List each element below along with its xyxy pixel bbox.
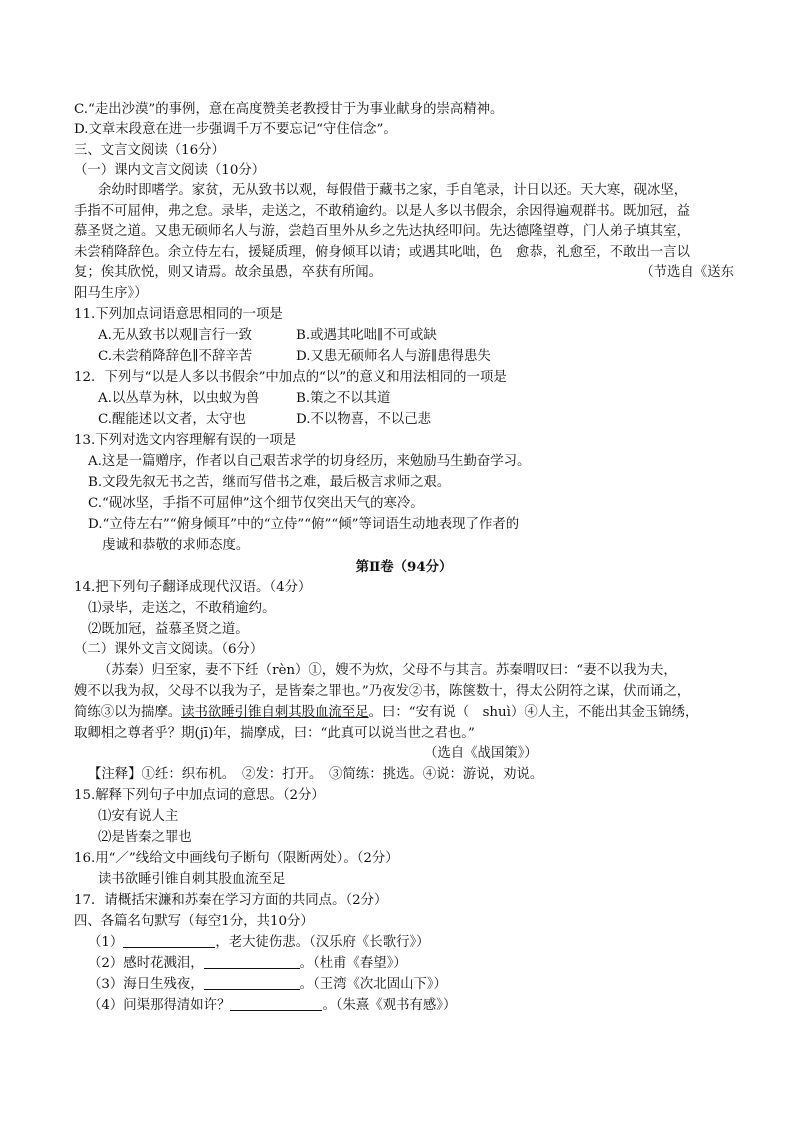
question-12: 12．下列与“以是人多以书假余”中加点的“以”的意义和用法相同的一项是 bbox=[74, 370, 507, 385]
verse-source: 。（朱熹《观书有感》） bbox=[322, 998, 457, 1013]
option-b: B.策之不以其道 bbox=[296, 391, 391, 406]
section-title: 四、各篇名句默写（每空1分，共10分） bbox=[74, 914, 314, 929]
verse-text: ，老大徒伤悲。（汉乐府《长歌行》） bbox=[215, 935, 430, 950]
verse-source: 。（杜甫《春望》） bbox=[299, 956, 407, 971]
answer-blank[interactable] bbox=[123, 933, 215, 948]
option-a: A.以丛草为林，以虫蚁为兽 bbox=[98, 391, 260, 406]
option-d-line: D.文章末段意在进一步强调千万不要忘记“守住信念”。 bbox=[74, 122, 397, 137]
passage-text: 复；俟其欣悦，则又请焉。故余虽愚，卒获有所闻。 bbox=[74, 265, 382, 280]
sub-question: ⑵是皆秦之罪也 bbox=[98, 830, 192, 845]
option-row bbox=[98, 347, 758, 367]
option-c-line: C.“走出沙漠”的事例，意在高度赞美老教授甘于为事业献身的崇高精神。 bbox=[74, 102, 504, 117]
question-15: 15.解释下列句子中加点词的意思。（2分） bbox=[74, 788, 325, 803]
option-b: B.或遇其叱咄∥不可或缺 bbox=[296, 328, 437, 343]
option-row bbox=[98, 389, 758, 409]
source-note: （选自《战国策》） bbox=[424, 746, 538, 761]
source-note: 阳马生序》） bbox=[74, 286, 148, 301]
option-c: C.未尝稍降辞色∥不辞辛苦 bbox=[98, 349, 253, 364]
sub-question: ⑴录毕，走送之，不敢稍逾约。 bbox=[88, 601, 276, 616]
passage-text: 。曰：“安有说（ shuì）④人主，不能出其金玉锦绣， bbox=[368, 705, 699, 720]
option-a: A.这是一篇赠序，作者以自己艰苦求学的切身经历，来勉励马生勤奋学习。 bbox=[88, 454, 531, 469]
option-a: A.无从致书以观∥言行一致 bbox=[98, 328, 253, 343]
option-d: D.不以物喜，不以己悲 bbox=[296, 412, 432, 427]
passage-line: 手指不可屈伸，弗之怠。录毕，走送之，不敢稍逾约。以是人多以书假余，余因得遍观群书。既加冠，益 bbox=[74, 204, 690, 219]
question-17: 17．请概括宋濂和苏秦在学习方面的共同点。（2分） bbox=[74, 893, 388, 908]
passage-line: 未尝稍降辞色。余立侍左右，援疑质理，俯身倾耳以请；或遇其叱咄，色 愈恭，礼愈至，不敢出一言以 bbox=[74, 245, 690, 260]
option-d: D.“立侍左右”“俯身倾耳”中的“立侍”“俯”“倾”等词语生动地表现了作者的 bbox=[88, 517, 520, 532]
passage-line: 嫂不以我为叔，父母不以我为子，是皆秦之罪也。”乃夜发②书，陈箧数十，得太公阴符之谋，伏而诵之， bbox=[74, 684, 691, 699]
verse-text: （4）问渠那得清如许？ bbox=[88, 998, 231, 1013]
sentence-to-split: 读书欲睡引锥自刺其股血流至足 bbox=[98, 872, 286, 887]
fill-blank-row bbox=[88, 975, 748, 995]
question-11: 11.下列加点词语意思相同的一项是 bbox=[74, 307, 283, 322]
question-14: 14.把下列句子翻译成现代汉语。（4分） bbox=[74, 580, 312, 595]
question-13: 13.下列对选文内容理解有误的一项是 bbox=[74, 433, 297, 448]
section-title: 三、文言文阅读（16分） bbox=[74, 143, 225, 158]
answer-blank[interactable] bbox=[204, 975, 300, 990]
verse-source: 。（王湾《次北固山下》） bbox=[299, 977, 447, 992]
subsection-title: （二）课外文言文阅读。（6分） bbox=[74, 642, 264, 657]
passage-line bbox=[74, 703, 734, 723]
fill-blank-row bbox=[88, 996, 748, 1016]
part-two-heading: 第Ⅱ卷（94分） bbox=[355, 559, 453, 575]
option-c: C.“砚冰坚，手指不可屈伸”这个细节仅突出天气的寒冷。 bbox=[88, 496, 424, 511]
answer-blank[interactable] bbox=[230, 996, 322, 1011]
passage-line: 余幼时即嗜学。家贫，无从致书以观，每假借于藏书之家，手自笔录，计日以还。天大寒，砚冰坚， bbox=[98, 183, 688, 198]
sub-question: ⑴安有说人主 bbox=[98, 809, 179, 824]
question-16: 16.用“／”线给文中画线句子断句（限断两处）。（2分） bbox=[74, 851, 399, 866]
verse-text: （3）海日生残夜， bbox=[88, 977, 204, 992]
answer-blank[interactable] bbox=[204, 954, 300, 969]
passage-line: 取卿相之尊者乎？期(jī)年，揣摩成，曰：“此真可以说当世之君也。” bbox=[74, 726, 475, 741]
subsection-title: （一）课内文言文阅读（10分） bbox=[74, 163, 266, 178]
passage-line: （苏秦）归至家，妻不下纴（rèn）①，嫂不为炊，父母不与其言。苏秦喟叹曰：“妻不以我为夫， bbox=[98, 663, 677, 678]
verse-text: （2）感时花溅泪， bbox=[88, 956, 204, 971]
passage-text: 简练③以为揣摩。 bbox=[74, 705, 182, 720]
source-note: （节选自《送东 bbox=[640, 265, 734, 280]
passage-line: 慕圣贤之道。又患无硕师名人与游，尝趋百里外从乡之先达执经叩问。先达德隆望尊，门人弟子填其室， bbox=[74, 224, 690, 239]
item-number: （1） bbox=[88, 935, 124, 950]
option-b: B.文段先叙无书之苦，继而写借书之难，最后极言求师之艰。 bbox=[88, 475, 451, 490]
underlined-sentence: 读书欲睡引锥自刺其股血流至足 bbox=[181, 705, 369, 720]
option-d: D.又患无硕师名人与游∥患得患失 bbox=[296, 349, 491, 364]
fill-blank-row bbox=[88, 933, 748, 953]
passage-line bbox=[74, 263, 734, 283]
fill-blank-row bbox=[88, 954, 748, 974]
option-row bbox=[98, 326, 758, 346]
option-c: C.醒能述以文者，太守也 bbox=[98, 412, 246, 427]
sub-question: ⑵既加冠，益慕圣贤之道。 bbox=[88, 622, 249, 637]
option-d-continued: 虔诚和恭敬的求师态度。 bbox=[102, 538, 250, 553]
option-row bbox=[98, 410, 758, 430]
annotation-note: 【注释】①纴：织布机。 ②发：打开。 ③简练：挑选。④说：游说，劝说。 bbox=[88, 767, 544, 782]
